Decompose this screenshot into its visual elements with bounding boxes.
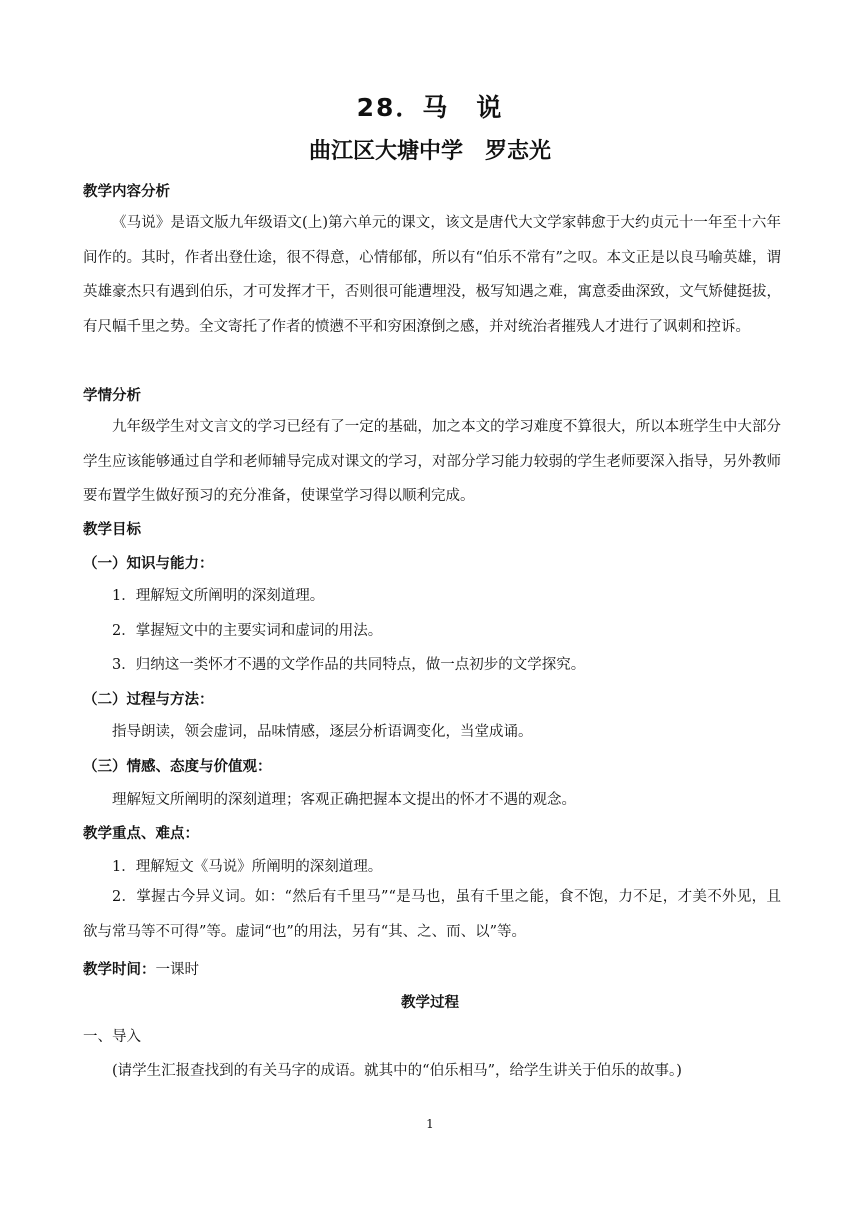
process-method-text: 指导朗读，领会虚词，品味情感，逐层分析语调变化，当堂成诵。 <box>112 724 533 740</box>
heading-teaching-goals: 教学目标 <box>83 522 141 538</box>
heading-student-analysis: 学情分析 <box>83 388 141 404</box>
goal-item: 2．掌握短文中的主要实词和虚词的用法。 <box>112 623 383 639</box>
step-heading-intro: 一、导入 <box>83 1029 141 1045</box>
document-title: 28．马 说 <box>356 93 504 122</box>
paragraph-content-analysis: 《马说》是语文版九年级语文(上)第六单元的课文，该文是唐代大文学家韩愈于大约贞元十一年至十六年间作的。其时，作者出登仕途，很不得意，心情郁郁，所以有“伯乐不常有”之叹。本文正是以良马喻英雄，谓英雄豪杰只有遇到伯乐，才可发挥才干，否则很可能遭埋没，极写知遇之难，寓意委曲深致，文气矫健挺拔，有尺幅千里之势。全文寄托了作者的愤懑不平和穷困潦倒之感，并对统治者摧残人才进行了讽刺和控诉。 <box>83 215 781 335</box>
document-subtitle: 曲江区大塘中学 罗志光 <box>308 139 551 164</box>
teaching-time-label <box>83 958 199 979</box>
heading-knowledge-ability: （一）知识与能力： <box>83 556 214 572</box>
heading-content-analysis: 教学内容分析 <box>83 184 170 200</box>
emotion-values-text: 理解短文所阐明的深刻道理；客观正确把握本文提出的怀才不遇的观念。 <box>112 792 576 808</box>
goal-item: 1．理解短文所阐明的深刻道理。 <box>112 588 325 604</box>
heading-teaching-process: 教学过程 <box>401 995 459 1011</box>
goal-item: 3．归纳这一类怀才不遇的文学作品的共同特点，做一点初步的文学探究。 <box>112 657 586 673</box>
heading-key-points: 教学重点、难点： <box>83 826 199 842</box>
teaching-time-heading: 教学时间： <box>83 962 156 978</box>
key-point-item: 2．掌握古今异义词。如：“然后有千里马”“是马也，虽有千里之能，食不饱，力不足，才美不外见，且欲与常马等不可得”等。虚词“也”的用法，另有“其、之、而、以”等。 <box>83 889 781 940</box>
key-point-item: 1．理解短文《马说》所阐明的深刻道理。 <box>112 859 383 875</box>
paragraph-student-analysis: 九年级学生对文言文的学习已经有了一定的基础，加之本文的学习难度不算很大，所以本班学生中大部分学生应该能够通过自学和老师辅导完成对课文的学习，对部分学习能力较弱的学生老师要深入指导，另外教师要布置学生做好预习的充分准备，使课堂学习得以顺利完成。 <box>83 419 781 504</box>
heading-process-method: （二）过程与方法： <box>83 692 214 708</box>
heading-emotion-values: （三）情感、态度与价值观： <box>83 759 272 775</box>
step-text-intro: (请学生汇报查找到的有关马字的成语。就其中的“伯乐相马”，给学生讲关于伯乐的故事。) <box>112 1063 682 1079</box>
page-number: 1 <box>426 1117 434 1131</box>
teaching-time-value: 一课时 <box>155 962 199 978</box>
